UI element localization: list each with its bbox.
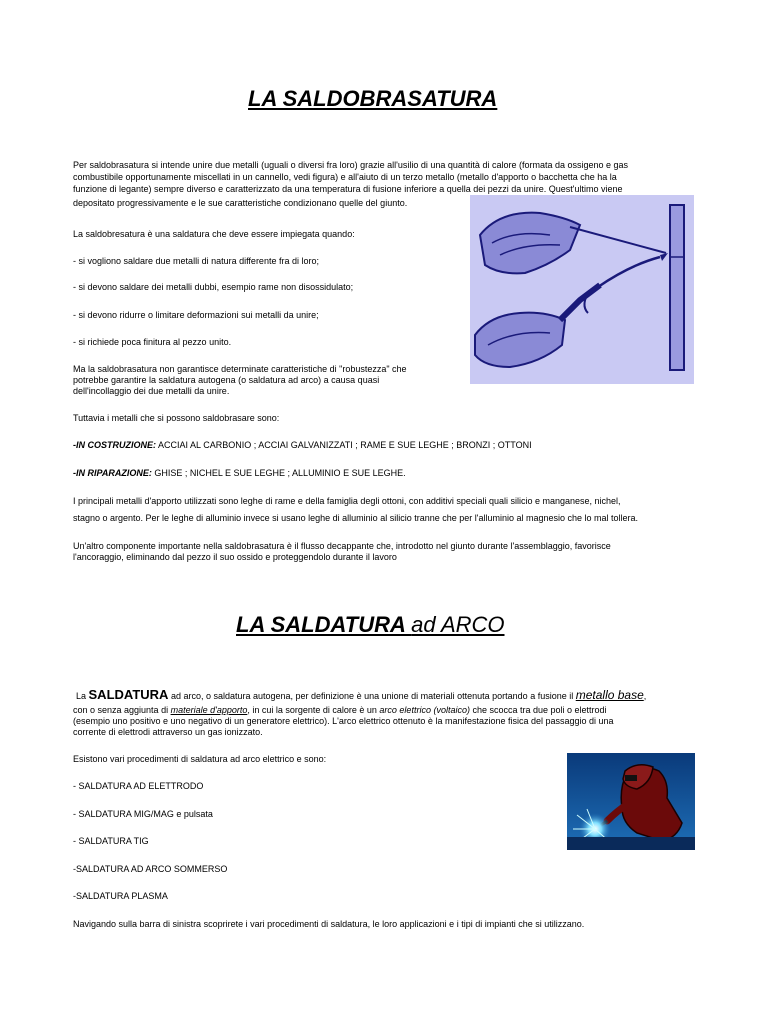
arc-intro-saldatura: SALDATURA xyxy=(88,687,169,702)
construction-text: ACCIAI AL CARBONIO ; ACCIAI GALVANIZZATI ; RAME E SUE LEGHE ; BRONZI ; OTTONI xyxy=(156,440,532,450)
arc-intro-text: ad arco, o saldatura autogena, per definizione è una unione di materiali ottenuta portando a fusione il xyxy=(168,691,576,701)
procedure-item: - SALDATURA AD ELETTRODO xyxy=(73,781,204,791)
page-title-saldatura-arco xyxy=(236,612,505,638)
repair-text: GHISE ; NICHEL E SUE LEGHE ; ALLUMINIO E SUE LEGHE. xyxy=(151,468,406,478)
repair-label: -IN RIPARAZIONE: xyxy=(73,468,152,478)
navigation-note: Navigando sulla barra di sinistra scoprirete i vari procedimenti di saldatura, le loro applicazioni e i tipi di impianti che si utilizzano. xyxy=(73,919,585,929)
robustness-line-3: dell'incollaggio dei due metalli da unire. xyxy=(73,386,230,396)
robustness-line-2: potrebbe garantire la saldatura autogena (o saldatura ad arco) a causa quasi xyxy=(73,375,380,385)
arc-intro-line-2 xyxy=(73,705,607,717)
arc-welder-icon xyxy=(567,753,695,850)
repair-line xyxy=(73,468,406,480)
condition-item: - si vogliono saldare due metalli di natura differente fra di loro; xyxy=(73,256,319,266)
construction-line xyxy=(73,440,532,452)
arc-intro-metallo-base: metallo base xyxy=(575,688,644,702)
flux-line-2: l'ancoraggio, eliminando dal pezzo il suo ossido e proteggendolo durante il lavoro xyxy=(73,552,397,562)
construction-label: -IN COSTRUZIONE: xyxy=(73,440,156,450)
procedures-intro: Esistono vari procedimenti di saldatura ad arco elettrico e sono: xyxy=(73,754,327,764)
arc-intro-la: La xyxy=(76,691,89,701)
procedure-item: -SALDATURA PLASMA xyxy=(73,891,168,901)
procedure-item: - SALDATURA MIG/MAG e pulsata xyxy=(73,809,213,819)
arc-line2-arco: arco elettrico (voltaico) xyxy=(379,705,470,715)
condition-item: - si devono saldare dei metalli dubbi, esempio rame non disossidulato; xyxy=(73,282,354,292)
condition-item: - si richiede poca finitura al pezzo unito. xyxy=(73,337,232,347)
arc-line2-c: che scocca tra due poli o elettrodi xyxy=(469,705,607,715)
procedure-item: -SALDATURA AD ARCO SOMMERSO xyxy=(73,864,228,874)
title-part-saldatura: LA SALDATURA xyxy=(236,612,412,637)
arc-line2-materiale: materiale d'apporto xyxy=(170,705,248,715)
arc-rest-line-2: corrente di elettrodi attraverso un gas ionizzato. xyxy=(73,727,263,737)
page-title-saldobrasatura: LA SALDOBRASATURA xyxy=(248,86,498,111)
arc-line2-b: , in cui la sorgente di calore è un xyxy=(247,705,380,715)
condition-item: - si devono ridurre o limitare deformazioni sui metalli da unire; xyxy=(73,310,319,320)
intro-line-3: funzione di legante) sempre diverso e caratterizzato da una temperatura di fusione inferiore a quella dei pezzi da unire. Quest'ultimo viene xyxy=(73,184,623,194)
filler-line-1: I principali metalli d'apporto utilizzati sono leghe di rame e della famiglia degli ottoni, con additivi speciali quali silicio e manganese, nichel, xyxy=(73,496,621,506)
torch-brazing-icon xyxy=(470,195,694,384)
intro-line-1: Per saldobrasatura si intende unire due metalli (uguali o diversi fra loro) grazie all'usilio di una quantità di calore (formata da ossigeno e gas xyxy=(73,160,629,170)
intro-line-4: depositato progressivamente e le sue caratteristiche condizionano quelle del giunto. xyxy=(73,198,408,208)
arc-intro-comma: , xyxy=(643,691,647,701)
when-intro: La saldobresatura è una saldatura che deve essere impiegata quando: xyxy=(73,229,355,239)
title-part-arco: ad ARCO xyxy=(411,612,505,637)
arc-rest-line-1: (esempio uno positivo e uno negativo di un generatore elettrico). L'arco elettrico ottenuto è la manifestazione fisica del passaggio di una xyxy=(73,716,614,726)
flux-line-1: Un'altro componente importante nella saldobrasatura è il flusso decappante che, introdotto nel giunto durante l'assemblaggio, favorisce xyxy=(73,541,611,551)
filler-line-2: stagno o argento. Per le leghe di alluminio invece si usano leghe di alluminio al silicio tranne che per l'alluminio al magnesio che lo mal tollera. xyxy=(73,513,639,523)
arc-line2-a: con o senza aggiunta di xyxy=(73,705,171,715)
intro-line-2: combustibile opportunamente miscellati in un cannello, vedi figura) e all'aiuto di un terzo metallo (metallo d'apporto o bacchetta che ha la xyxy=(73,172,617,182)
robustness-line-1: Ma la saldobrasatura non garantisce determinate caratteristiche di "robustezza" che xyxy=(73,364,407,374)
arc-intro-line-1 xyxy=(76,689,646,703)
metals-intro: Tuttavia i metalli che si possono saldobrasare sono: xyxy=(73,413,280,423)
arc-welder-figure xyxy=(567,753,695,850)
procedure-item: - SALDATURA TIG xyxy=(73,836,149,846)
torch-brazing-figure xyxy=(470,195,694,384)
